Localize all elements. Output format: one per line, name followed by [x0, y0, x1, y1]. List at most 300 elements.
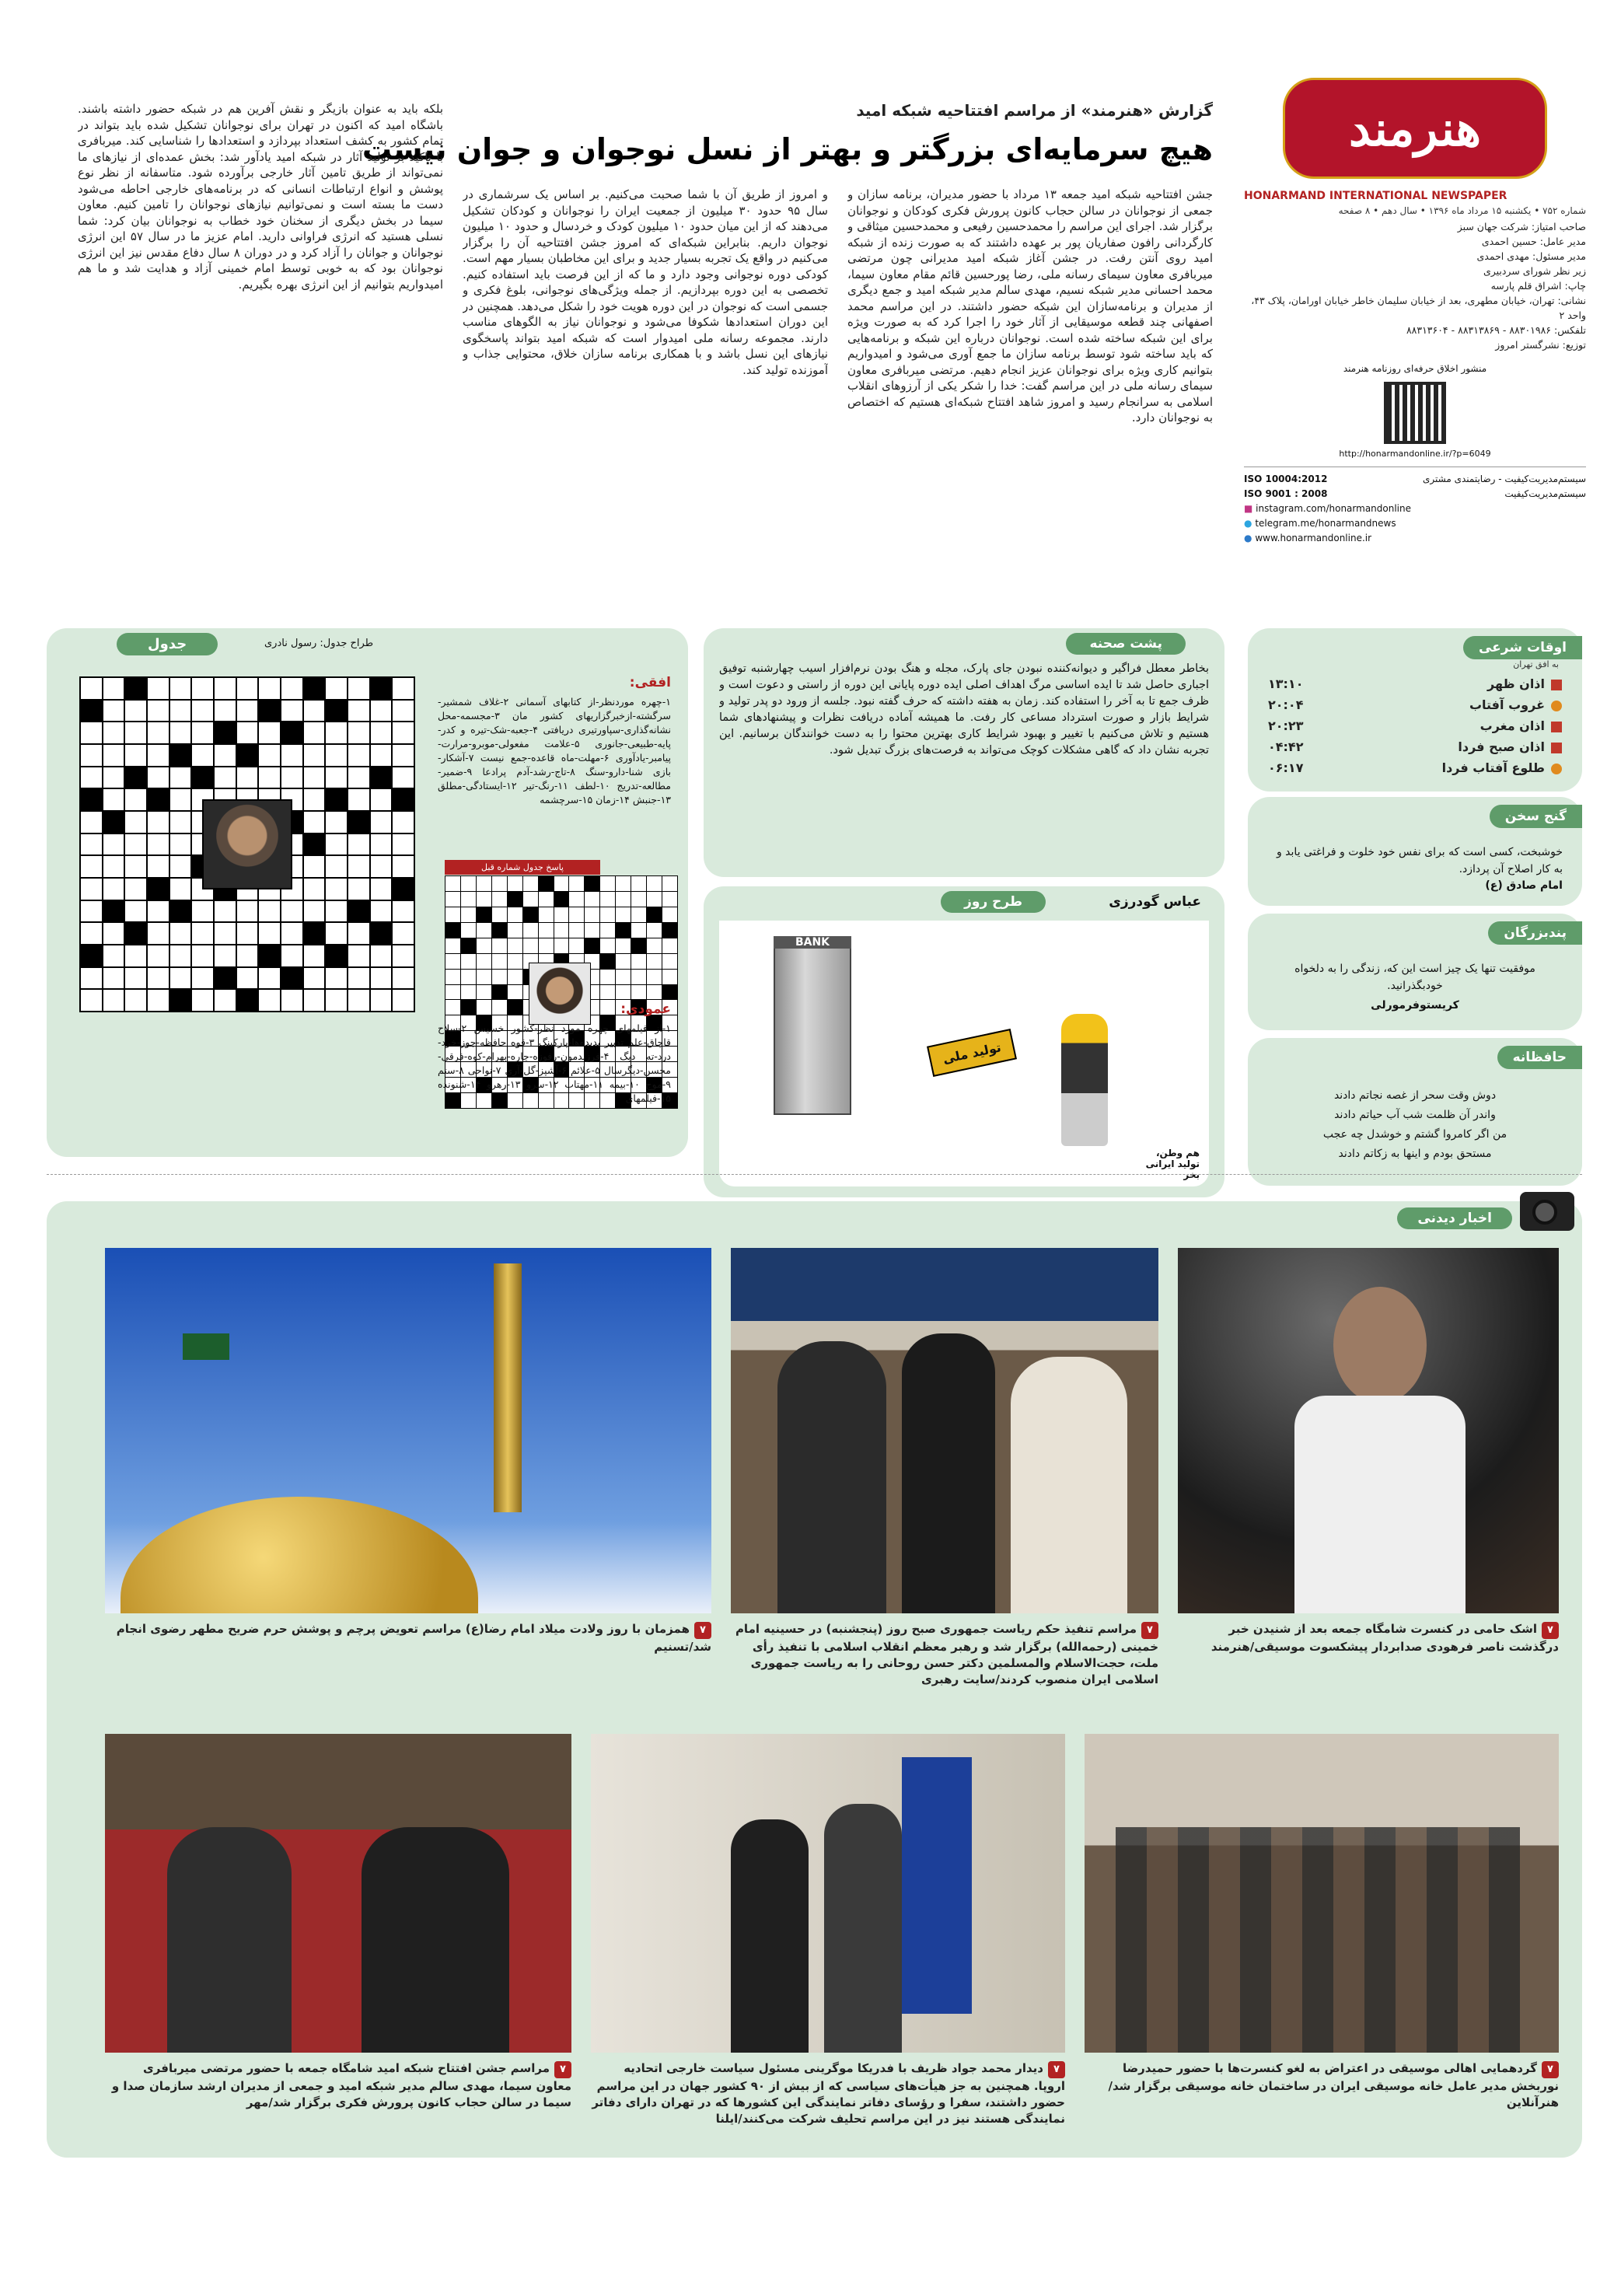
crossword-cell[interactable]: [215, 701, 236, 722]
crossword-cell: [569, 938, 584, 953]
crossword-cell[interactable]: [326, 767, 347, 788]
crossword-cell[interactable]: [393, 789, 414, 810]
crossword-cell: [508, 923, 522, 938]
crossword-cell: [539, 923, 554, 938]
crossword-cell[interactable]: [348, 945, 369, 966]
crossword-cell[interactable]: [281, 990, 302, 1011]
instagram-link[interactable]: instagram.com/honarmandonline: [1256, 503, 1411, 514]
crossword-cell[interactable]: [148, 678, 169, 699]
crossword-cell[interactable]: [103, 923, 124, 944]
crossword-cell: [461, 923, 476, 938]
masthead: [1244, 78, 1586, 599]
crossword-cell[interactable]: [371, 968, 392, 989]
crossword-cell[interactable]: [371, 678, 392, 699]
crossword-cell[interactable]: [103, 745, 124, 766]
crossword-cell[interactable]: [125, 678, 146, 699]
crossword-cell[interactable]: [326, 701, 347, 722]
crossword-cell[interactable]: [304, 767, 325, 788]
crossword-cell: [585, 907, 599, 922]
crossword-cell[interactable]: [125, 701, 146, 722]
crossword-cell[interactable]: [192, 745, 213, 766]
crossword-cell: [631, 892, 646, 907]
crossword-cell[interactable]: [103, 701, 124, 722]
crossword-cell[interactable]: [237, 968, 258, 989]
crossword-cell[interactable]: [237, 701, 258, 722]
crossword-cell[interactable]: [393, 722, 414, 743]
crossword-cell[interactable]: [81, 990, 102, 1011]
crossword-cell[interactable]: [304, 812, 325, 833]
crossword-cell[interactable]: [237, 901, 258, 922]
crossword-cell[interactable]: [371, 767, 392, 788]
crossword-cell[interactable]: [103, 901, 124, 922]
poem-line: واندر آن ظلمت شب آب حیاتم دادند: [1334, 1109, 1496, 1121]
crossword-cell[interactable]: [281, 701, 302, 722]
crossword-cell[interactable]: [259, 923, 280, 944]
divider: [47, 1174, 1582, 1175]
crossword-cell[interactable]: [371, 901, 392, 922]
crossword-cell: [477, 907, 491, 922]
crossword-cell[interactable]: [125, 722, 146, 743]
pand-text: موفقیت تنها یک چیز است این که، زندگی را به دلخواه خودبگذرانید.: [1294, 963, 1535, 992]
crossword-cell: [445, 892, 460, 907]
crossword-cell[interactable]: [326, 812, 347, 833]
crossword-cell[interactable]: [326, 745, 347, 766]
crossword-cell[interactable]: [81, 745, 102, 766]
crossword-cell[interactable]: [281, 678, 302, 699]
crossword-cell: [523, 876, 538, 891]
crossword-cell[interactable]: [326, 834, 347, 855]
crossword-cell[interactable]: [326, 789, 347, 810]
crossword-cell[interactable]: [215, 901, 236, 922]
crossword-cell[interactable]: [348, 879, 369, 900]
crossword-cell[interactable]: [304, 856, 325, 877]
crossword-cell[interactable]: [192, 767, 213, 788]
crossword-cell[interactable]: [371, 812, 392, 833]
mosque-icon: [1551, 722, 1562, 732]
crossword-cell[interactable]: [326, 678, 347, 699]
crossword-cell[interactable]: [170, 945, 191, 966]
crossword-cell[interactable]: [281, 745, 302, 766]
crossword-cell[interactable]: [371, 745, 392, 766]
crossword-cell[interactable]: [148, 722, 169, 743]
pand-author: کریستوفرمورلی: [1371, 999, 1459, 1012]
crossword-cell[interactable]: [170, 767, 191, 788]
crossword-cell[interactable]: [192, 990, 213, 1011]
crossword-cell[interactable]: [103, 879, 124, 900]
crossword-cell: [600, 923, 615, 938]
crossword-cell[interactable]: [393, 701, 414, 722]
worker-figure: [1061, 1014, 1108, 1146]
crossword-cell[interactable]: [348, 901, 369, 922]
crossword-cell[interactable]: [281, 968, 302, 989]
crossword-cell[interactable]: [237, 722, 258, 743]
crossword-cell[interactable]: [170, 834, 191, 855]
crossword-cell[interactable]: [103, 789, 124, 810]
crossword-cell[interactable]: [125, 879, 146, 900]
crossword-cell[interactable]: [371, 879, 392, 900]
hafez-box: [1248, 1038, 1582, 1186]
crossword-cell: [631, 954, 646, 969]
crossword-cell[interactable]: [192, 968, 213, 989]
quote-box: [1248, 797, 1582, 906]
crossword-cell: [662, 954, 677, 969]
crossword-cell[interactable]: [215, 945, 236, 966]
crossword-cell[interactable]: [170, 901, 191, 922]
crossword-cell: [523, 938, 538, 953]
crossword-cell[interactable]: [192, 701, 213, 722]
iso2: ISO 9001 : 2008: [1244, 488, 1328, 499]
prayer-row: اذان مغرب ۲۰:۲۳: [1248, 715, 1582, 736]
crossword-cell[interactable]: [81, 789, 102, 810]
crossword-cell[interactable]: [215, 923, 236, 944]
crossword-cell[interactable]: [371, 990, 392, 1011]
quote-title: گنج سخن: [1490, 805, 1582, 828]
crossword-cell: [647, 907, 662, 922]
crossword-cell: [631, 876, 646, 891]
crossword-cell: [569, 907, 584, 922]
logo: [1283, 78, 1547, 179]
crossword-cell[interactable]: [304, 968, 325, 989]
crossword-cell[interactable]: [192, 945, 213, 966]
qr-url[interactable]: http://honarmandonline.ir/?p=6049: [1339, 449, 1491, 459]
crossword-cell[interactable]: [259, 701, 280, 722]
crossword-cell[interactable]: [304, 701, 325, 722]
crossword-cell[interactable]: [237, 945, 258, 966]
crossword-cell[interactable]: [81, 968, 102, 989]
photo-omid-ceremony: [105, 1734, 571, 2053]
crossword-cell[interactable]: [371, 923, 392, 944]
crossword-cell: [508, 985, 522, 1000]
crossword-cell[interactable]: [81, 923, 102, 944]
crossword-cell: [492, 892, 507, 907]
crossword-cell[interactable]: [393, 901, 414, 922]
crossword-cell[interactable]: [125, 789, 146, 810]
cartoon-credit: هم وطن، تولید ایرانی بخر: [1145, 1148, 1200, 1180]
crossword-cell[interactable]: [103, 722, 124, 743]
website-link[interactable]: www.honarmandonline.ir: [1255, 533, 1372, 543]
crossword-cell[interactable]: [281, 722, 302, 743]
crossword-cell[interactable]: [348, 923, 369, 944]
crossword-cell: [585, 938, 599, 953]
crossword-cell[interactable]: [170, 812, 191, 833]
cartoon-artist: عباس گودرزی: [1109, 894, 1201, 910]
crossword-cell[interactable]: [81, 901, 102, 922]
crossword-cell[interactable]: [237, 923, 258, 944]
crossword-cell[interactable]: [304, 879, 325, 900]
article-headline: هیچ سرمایه‌ای بزرگتر و بهتر از نسل نوجوان و جوان نیست: [362, 132, 1213, 166]
crossword-cell[interactable]: [371, 789, 392, 810]
photo-zarif-mogherini: [591, 1734, 1065, 2053]
crossword-cell[interactable]: [148, 856, 169, 877]
crossword-cell[interactable]: [259, 722, 280, 743]
crossword-cell[interactable]: [81, 722, 102, 743]
crossword-cell[interactable]: [393, 834, 414, 855]
crossword-cell: [461, 938, 476, 953]
backstage-text: بخاطر معطل فراگیر و دیوانه‌کننده نبودن جای پارک، مجله و هنگ بودن نرم‌افزار اسیب چهارشنبه توفیق اجباری حاصل شد تا ایده اساسی مرگ اهداف اصلی ایده دوره پایانی این دوره از راستی و دعوت است و ظرف جمع تا به آخر را استفاده کند. زمان به هفته داشته که حرف گفته نبود. جلسه از ورود دو پدر تولید و شرایط بازار و صورت استرداد مساعی کار رفت. ما همیشه آماده دریافت نظرات و پیشنهادهای شما هستیم و تلاش می‌کنیم با تغییر و بهبود شرایط کاری بهترین محتوا را به دست خوانندگان برسانیم. این تجربه نشان داد که گاهی مشکلات کوچک می‌تواند به فرصت‌های بزرگ تبدیل شود.: [719, 662, 1209, 757]
crossword-cell[interactable]: [125, 856, 146, 877]
crossword-cell[interactable]: [393, 856, 414, 877]
mosque-icon: [1551, 680, 1562, 690]
crossword-cell[interactable]: [326, 879, 347, 900]
crossword-portrait: [202, 799, 292, 889]
crossword-cell[interactable]: [103, 945, 124, 966]
logo-text: هنرمند: [1348, 100, 1482, 157]
crossword-cell[interactable]: [148, 701, 169, 722]
crossword-cell[interactable]: [215, 678, 236, 699]
crossword-cell: [477, 938, 491, 953]
crossword-cell: [554, 938, 569, 953]
crossword-cell[interactable]: [237, 745, 258, 766]
photo-music-house: [1085, 1734, 1559, 2053]
crossword-cell[interactable]: [393, 678, 414, 699]
crossword-cell[interactable]: [348, 678, 369, 699]
crossword-cell: [616, 923, 631, 938]
crossword-cell: [445, 970, 460, 984]
crossword-cell[interactable]: [259, 945, 280, 966]
crossword-cell[interactable]: [170, 789, 191, 810]
crossword-cell[interactable]: [259, 901, 280, 922]
crossword-cell[interactable]: [259, 767, 280, 788]
pand-box: [1248, 914, 1582, 1030]
crossword-cell[interactable]: [304, 834, 325, 855]
telegram-link[interactable]: telegram.me/honarmandnews: [1255, 518, 1396, 529]
crossword-cell: [585, 876, 599, 891]
photo-caption: ۷اشک حامی در کنسرت شامگاه جمعه بعد از شنیدن خبر درگذشت ناصر فرهودی صدابردار پیشکسوت موسیقی/هنرمند: [1210, 1622, 1559, 1654]
photo-caption: ۷مراسم جشن افتتاح شبکه امید شامگاه جمعه با حضور مرتضی میربافری معاون سیما، مهدی سالم مدیر شبکه امید و جمعی از مدیران ارشد سازمان صدا و سیما در سالن حجاب کانون پرورش فکری برگزار شد/مهر: [111, 2061, 571, 2109]
owner: صاحب امتیاز: شرکت جهان سبز: [1457, 221, 1586, 232]
crossword-cell[interactable]: [281, 923, 302, 944]
crossword-cell[interactable]: [170, 968, 191, 989]
crossword-cell[interactable]: [125, 767, 146, 788]
crossword-cell[interactable]: [170, 923, 191, 944]
crossword-cell[interactable]: [103, 968, 124, 989]
crossword-cell[interactable]: [192, 678, 213, 699]
crossword-cell: [492, 876, 507, 891]
crossword-cell: [631, 970, 646, 984]
crossword-cell[interactable]: [215, 990, 236, 1011]
crossword-cell[interactable]: [348, 834, 369, 855]
crossword-cell[interactable]: [103, 990, 124, 1011]
prayer-row: غروب آفتاب ۲۰:۰۴: [1248, 694, 1582, 715]
crossword-cell: [600, 985, 615, 1000]
crossword-cell: [477, 954, 491, 969]
crossword-cell[interactable]: [148, 901, 169, 922]
crossword-cell[interactable]: [237, 678, 258, 699]
crossword-cell[interactable]: [148, 923, 169, 944]
crossword-cell[interactable]: [215, 745, 236, 766]
crossword-cell: [647, 923, 662, 938]
crossword-cell[interactable]: [304, 745, 325, 766]
photo-shrine: [105, 1248, 711, 1613]
crossword-cell[interactable]: [371, 945, 392, 966]
crossword-cell[interactable]: [304, 722, 325, 743]
crossword-cell[interactable]: [348, 722, 369, 743]
crossword-cell: [539, 938, 554, 953]
director: مدیر عامل: حسین احمدی: [1481, 236, 1586, 247]
photo-caption: ۷گردهمایی اهالی موسیقی در اعتراض به لغو کنسرت‌ها با حضور حمیدرضا نوربخش مدیر عامل خانه موسیقی ایران در ساختمان خانه موسیقی برگزار شد/هنرآنلاین: [1108, 2061, 1559, 2109]
crossword-cell: [662, 923, 677, 938]
crossword-cell[interactable]: [326, 901, 347, 922]
crossword-cell[interactable]: [81, 812, 102, 833]
crossword-cell[interactable]: [148, 968, 169, 989]
crossword-cell: [523, 892, 538, 907]
crossword-cell[interactable]: [148, 767, 169, 788]
crossword-cell[interactable]: [393, 812, 414, 833]
prayer-row: طلوع آفتاب فردا ۰۶:۱۷: [1248, 757, 1582, 778]
crossword-cell[interactable]: [348, 701, 369, 722]
crossword-cell[interactable]: [304, 945, 325, 966]
crossword-cell[interactable]: [393, 990, 414, 1011]
photo-section-title: اخبار دیدنی: [1397, 1207, 1512, 1229]
crossword-cell[interactable]: [81, 767, 102, 788]
crossword-cell[interactable]: [215, 767, 236, 788]
crossword-cell: [647, 938, 662, 953]
crossword-cell[interactable]: [348, 767, 369, 788]
crossword-cell[interactable]: [326, 968, 347, 989]
supervisor: زیر نظر شورای سردبیری: [1483, 265, 1586, 277]
crossword-cell[interactable]: [125, 923, 146, 944]
crossword-cell[interactable]: [103, 856, 124, 877]
crossword-cell[interactable]: [281, 767, 302, 788]
crossword-cell[interactable]: [348, 968, 369, 989]
crossword-cell[interactable]: [371, 856, 392, 877]
crossword-cell: [585, 892, 599, 907]
crossword-cell[interactable]: [281, 945, 302, 966]
crossword-cell[interactable]: [348, 856, 369, 877]
crossword-cell: [492, 1000, 507, 1015]
down-text: ۱-از فیلمهای چهره مورد نظر-کشور خسیس ۲-سلاح قاچاق-علم تدبیر پدیده‌ها-پارکینگ ۳-قوه حافظه-جوز-خرد-درد-ته دیگ ۴-فرزندمون-رفوزه-چاره-بهرام-کوه-فرقی-محسن-دیگرسال ۵-علائم ۶-آشپز-گل-آری ۷-نواحی ۸-ستم ۹-موج ۱۰-بیمه ۱۱-مهتاب ۱۲-سرو ۱۳-رهرو ۱۴-شنونده ۱۵-فیلمهای: [438, 1022, 671, 1104]
crossword-cell[interactable]: [148, 945, 169, 966]
crossword-cell[interactable]: [148, 789, 169, 810]
crossword-cell[interactable]: [348, 745, 369, 766]
crossword-cell: [554, 876, 569, 891]
crossword-cell[interactable]: [103, 767, 124, 788]
crossword-cell: [631, 938, 646, 953]
crossword-cell[interactable]: [125, 745, 146, 766]
prayer-title: اوقات شرعی: [1463, 636, 1582, 659]
crossword-cell[interactable]: [393, 945, 414, 966]
crossword-cell[interactable]: [81, 834, 102, 855]
crossword-cell[interactable]: [281, 901, 302, 922]
crossword-cell[interactable]: [304, 789, 325, 810]
crossword-cell[interactable]: [259, 678, 280, 699]
crossword-cell[interactable]: [326, 990, 347, 1011]
crossword-cell[interactable]: [304, 678, 325, 699]
crossword-cell[interactable]: [170, 745, 191, 766]
iso1: ISO 10004:2012: [1244, 474, 1328, 484]
crossword-cell[interactable]: [259, 968, 280, 989]
crossword-cell[interactable]: [125, 812, 146, 833]
crossword-cell[interactable]: [215, 968, 236, 989]
crossword-cell: [662, 938, 677, 953]
crossword-cell[interactable]: [170, 879, 191, 900]
crossword-cell[interactable]: [348, 789, 369, 810]
crossword-cell: [662, 892, 677, 907]
crossword-cell[interactable]: [304, 923, 325, 944]
crossword-cell[interactable]: [170, 678, 191, 699]
crossword-cell[interactable]: [393, 968, 414, 989]
article-col-1: جشن افتتاحیه شبکه امید جمعه ۱۳ مرداد با حضور مدیران، برنامه سازان و جمعی از نوجوانان در سالن حجاب کانون پرورش فکری کودکان و نوجوانان برگزار شد. اجرای این مراسم را محمدحسین رفیعی و محمدحسین میثاقی و کارگردانی رافون صفاریان پور بر عهده داشتند که به صورت زنده از شبکه امید روی آنتن رفت. در جشن آغاز شبکه امید مدیرانی چون مرتضی میربافری معاون سیمای رسانه ملی، رضا پورحسین قائم مقام معاون سیما، محمد احسانی مدیر شبکه نسیم، مهدی سالم مدیر شبکه امید و جمع دیگری از مدیران و برنامه‌سازان این شبکه حضور داشتند. در این مراسم محمد اصفهانی چند قطعه موسیقایی از آثار خود را اجرا کرد که به صورت ویژه برای این شبکه ساخته شده است. نوجوانان درباره این شبکه و برنامه‌هایی که باید ساخته شود توسط برنامه سازان ما جمع آوری می‌شود و امیدواریم بتوانیم کاری ویژه برای نوجوانان عزیز انجام دهیم. مرتضی میربافری معاون سیمای رسانه ملی در این مراسم گفت: خدا را شکر یکی از آرزوهای انقلاب اسلامی به سرانجام رسید و امروز شاهد افتتاح شبکه‌ای هستیم که اختصاص به نوجوانان دارد.: [847, 187, 1213, 425]
crossword-cell[interactable]: [148, 990, 169, 1011]
photo-caption: ۷همزمان با روز ولادت میلاد امام رضا(ع) مراسم تعویض پرچم و پوشش حرم ضریح مطهر رضوی انجام شد/تسنیم: [116, 1622, 711, 1654]
crossword-cell[interactable]: [170, 701, 191, 722]
crossword-cell[interactable]: [148, 745, 169, 766]
crossword-cell[interactable]: [148, 834, 169, 855]
crossword-cell[interactable]: [259, 745, 280, 766]
article-kicker: گزارش «هنرمند» از مراسم افتتاحیه شبکه امید: [856, 101, 1213, 120]
crossword-cell[interactable]: [326, 923, 347, 944]
crossword-cell[interactable]: [103, 812, 124, 833]
crossword-cell[interactable]: [81, 856, 102, 877]
fax: تلفکس: ۸۸۳۰۱۹۸۶ - ۸۸۳۱۳۸۶۹ - ۸۸۳۱۳۶۰۴: [1406, 324, 1586, 336]
crossword-cell: [616, 954, 631, 969]
crossword-cell[interactable]: [348, 812, 369, 833]
crossword-cell[interactable]: [237, 767, 258, 788]
crossword-cell[interactable]: [125, 834, 146, 855]
crossword-cell[interactable]: [81, 678, 102, 699]
crossword-cell[interactable]: [326, 945, 347, 966]
crossword-cell[interactable]: [125, 945, 146, 966]
crossword-cell[interactable]: [148, 879, 169, 900]
crossword-cell[interactable]: [393, 879, 414, 900]
crossword-cell: [461, 876, 476, 891]
issue-line: شماره ۷۵۲ • یکشنبه ۱۵ مرداد ماه ۱۳۹۶ • سال دهم • ۸ صفحه: [1338, 205, 1586, 216]
crossword-cell[interactable]: [371, 722, 392, 743]
crossword-cell[interactable]: [192, 923, 213, 944]
crossword-cell[interactable]: [259, 990, 280, 1011]
crossword-cell: [461, 954, 476, 969]
crossword-cell[interactable]: [81, 701, 102, 722]
crossword-cell[interactable]: [393, 923, 414, 944]
crossword-box: [47, 628, 688, 1157]
crossword-cell[interactable]: [103, 834, 124, 855]
crossword-cell[interactable]: [192, 901, 213, 922]
crossword-cell[interactable]: [304, 901, 325, 922]
crossword-cell: [477, 923, 491, 938]
crossword-cell[interactable]: [81, 945, 102, 966]
crossword-cell[interactable]: [348, 990, 369, 1011]
crossword-cell[interactable]: [237, 990, 258, 1011]
crossword-cell[interactable]: [326, 856, 347, 877]
crossword-cell[interactable]: [371, 834, 392, 855]
crossword-title: جدول: [117, 633, 218, 655]
crossword-cell[interactable]: [170, 856, 191, 877]
crossword-cell[interactable]: [393, 745, 414, 766]
crossword-cell[interactable]: [393, 767, 414, 788]
print: چاپ: اشراق قلم پارسه: [1490, 280, 1586, 292]
crossword-cell[interactable]: [170, 722, 191, 743]
cartoon-title: طرح روز: [941, 891, 1046, 913]
crossword-cell[interactable]: [125, 968, 146, 989]
crossword-cell[interactable]: [192, 722, 213, 743]
crossword-cell: [569, 876, 584, 891]
crossword-cell[interactable]: [125, 990, 146, 1011]
crossword-cell[interactable]: [304, 990, 325, 1011]
crossword-cell[interactable]: [148, 812, 169, 833]
camera-icon: [1520, 1192, 1574, 1231]
crossword-cell[interactable]: [170, 990, 191, 1011]
crossword-cell[interactable]: [371, 701, 392, 722]
crossword-cell[interactable]: [81, 879, 102, 900]
crossword-cell[interactable]: [215, 722, 236, 743]
crossword-cell[interactable]: [326, 722, 347, 743]
crossword-cell[interactable]: [125, 901, 146, 922]
crossword-cell: [461, 985, 476, 1000]
crossword-cell: [508, 970, 522, 984]
crossword-cell: [616, 892, 631, 907]
crossword-cell[interactable]: [103, 678, 124, 699]
crossword-cell: [445, 1000, 460, 1015]
